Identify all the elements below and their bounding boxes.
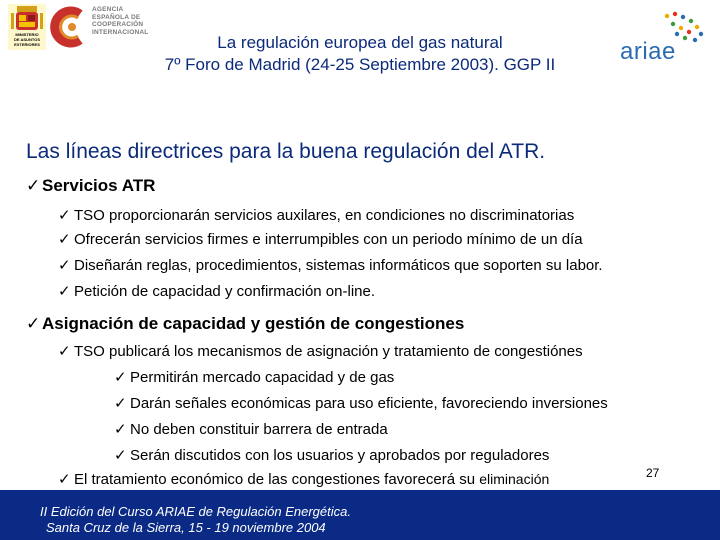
footer-course-title: II Edición del Curso ARIAE de Regulación Energética. bbox=[40, 504, 351, 519]
list-subitem bbox=[114, 368, 394, 386]
checkmark-icon: ✓ bbox=[114, 421, 127, 438]
ministry-coat-of-arms-logo bbox=[8, 4, 46, 50]
checkmark-icon: ✓ bbox=[114, 369, 127, 386]
list-item bbox=[58, 206, 574, 224]
checkmark-icon: ✓ bbox=[58, 207, 71, 224]
list-item-text: TSO publicará los mecanismos de asignación y tratamiento de congestiónes bbox=[74, 343, 583, 360]
checkmark-icon: ✓ bbox=[58, 257, 71, 274]
list-item-text: Ofrecerán servicios firmes e interrumpibles con un periodo mínimo de un día bbox=[74, 231, 583, 248]
list-item bbox=[58, 470, 549, 488]
slide-subtitle: 7º Foro de Madrid (24-25 Septiembre 2003). GGP II bbox=[164, 55, 556, 74]
bullet-heading: Asignación de capacidad y gestión de congestiones bbox=[42, 314, 465, 333]
list-item-text: Diseñarán reglas, procedimientos, sistemas informáticos que soporten su labor. bbox=[74, 257, 603, 274]
list-subitem bbox=[114, 446, 549, 464]
aecid-logo bbox=[50, 6, 88, 48]
list-item bbox=[58, 256, 603, 274]
footer-location-dates: Santa Cruz de la Sierra, 15 - 19 noviembre 2004 bbox=[46, 520, 326, 535]
section-title: Las líneas directrices para la buena regulación del ATR. bbox=[26, 140, 546, 163]
ministry-line: MINISTERIO bbox=[15, 32, 39, 37]
page-number: 27 bbox=[646, 466, 660, 480]
checkmark-icon: ✓ bbox=[26, 176, 41, 195]
checkmark-icon: ✓ bbox=[58, 471, 71, 488]
list-subitem-text: Darán señales económicas para uso eficiente, favoreciendo inversiones bbox=[130, 395, 608, 412]
checkmark-icon: ✓ bbox=[26, 314, 41, 333]
aecid-line: ESPAÑOLA DE bbox=[92, 13, 141, 21]
checkmark-icon: ✓ bbox=[58, 231, 71, 248]
ministry-line: DE ASUNTOS bbox=[13, 37, 41, 42]
aecid-line: COOPERACIÓN bbox=[92, 21, 144, 29]
bullet-heading: Servicios ATR bbox=[42, 176, 156, 195]
list-subitem bbox=[114, 394, 608, 412]
list-item bbox=[58, 230, 583, 248]
list-item-text: TSO proporcionarán servicios auxilares, en condiciones no discriminatorias bbox=[74, 207, 575, 224]
list-item-text: Petición de capacidad y confirmación on-line. bbox=[74, 283, 376, 300]
checkmark-icon: ✓ bbox=[58, 283, 71, 300]
bullet-asignacion-capacidad bbox=[26, 314, 464, 334]
list-subitem-text: No deben constituir barrera de entrada bbox=[130, 421, 388, 438]
checkmark-icon: ✓ bbox=[58, 343, 71, 360]
footer-bar bbox=[0, 490, 720, 540]
aecid-line: INTERNACIONAL bbox=[92, 28, 149, 36]
list-item bbox=[58, 342, 583, 360]
aecid-line: AGENCIA bbox=[92, 6, 124, 13]
slide-title: La regulación europea del gas natural bbox=[217, 33, 503, 52]
checkmark-icon: ✓ bbox=[114, 395, 127, 412]
ariae-wordmark: ariae bbox=[620, 38, 676, 65]
list-item-text: El tratamiento económico de las congestiones favorecerá su bbox=[74, 471, 476, 488]
checkmark-icon: ✓ bbox=[114, 447, 127, 464]
list-subitem-text: Serán discutidos con los usuarios y aprobados por reguladores bbox=[130, 447, 550, 464]
ministry-line: EXTERIORES bbox=[14, 42, 40, 47]
list-subitem-text: Permitirán mercado capacidad y de gas bbox=[130, 369, 395, 386]
list-subitem bbox=[114, 420, 388, 438]
list-item bbox=[58, 282, 375, 300]
bullet-servicios-atr bbox=[26, 176, 155, 196]
list-item-text-small: eliminación bbox=[479, 471, 550, 487]
